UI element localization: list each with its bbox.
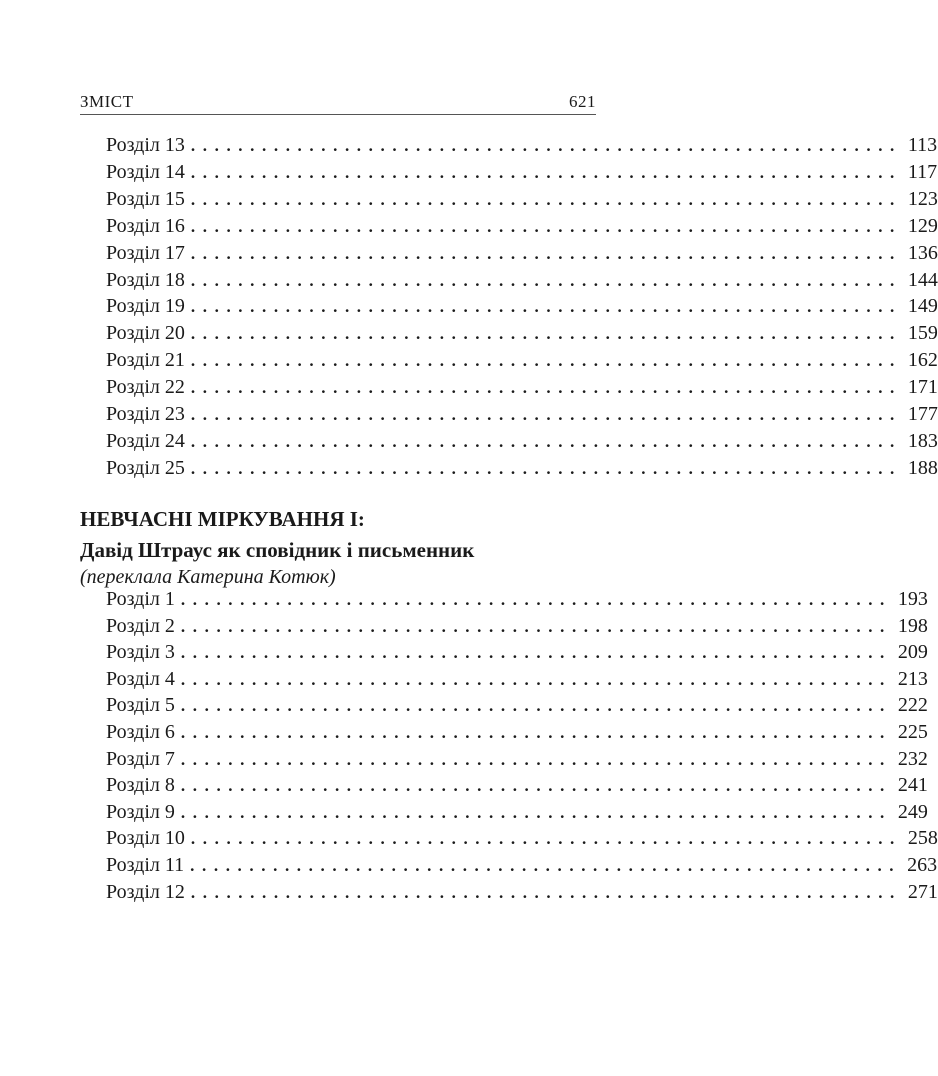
- running-header: [80, 82, 596, 112]
- toc-entry-label: Розділ 8: [106, 774, 175, 797]
- toc-entry-label: Розділ 20: [106, 322, 185, 345]
- toc-entry-label: Розділ 9: [106, 800, 175, 823]
- toc-leader-dots: ............................................................: [190, 270, 902, 290]
- toc-entry-page: 123: [907, 187, 938, 210]
- toc-entry: [106, 747, 928, 775]
- toc-leader-dots: ............................................................: [180, 776, 892, 796]
- header-rule: [80, 114, 596, 115]
- toc-entry-label: Розділ 13: [106, 134, 185, 156]
- section-translator: (переклала Катерина Котюк): [80, 566, 336, 588]
- toc-entry-label: Розділ 11: [106, 854, 185, 876]
- toc-entry: [106, 134, 938, 161]
- toc-entry: [106, 854, 938, 881]
- toc-entry-page: 249: [897, 800, 928, 823]
- toc-leader-dots: ............................................................: [190, 189, 902, 209]
- toc-leader-dots: ............................................................: [190, 431, 902, 451]
- toc-entry: [106, 456, 938, 484]
- toc-leader-dots: ............................................................: [190, 243, 902, 263]
- toc-entry-label: Розділ 15: [106, 187, 185, 210]
- toc-entry-page: 171: [907, 376, 938, 399]
- toc-entry: [106, 588, 928, 615]
- toc-entry-label: Розділ 14: [106, 160, 185, 183]
- toc-entry-label: Розділ 16: [106, 214, 185, 237]
- toc-leader-dots: ............................................................: [190, 136, 902, 155]
- section-title: НЕВЧАСНІ МІРКУВАННЯ І:: [80, 507, 365, 531]
- toc-entry: [106, 214, 938, 242]
- toc-leader-dots: ............................................................: [190, 216, 902, 236]
- toc-entry-label: Розділ 1: [106, 588, 175, 610]
- toc-leader-dots: ............................................................: [180, 749, 892, 769]
- toc-leader-dots: ............................................................: [180, 696, 892, 716]
- toc-entry-page: 213: [897, 667, 928, 690]
- toc-entry-label: Розділ 10: [106, 827, 185, 850]
- toc-entry-label: Розділ 25: [106, 456, 185, 479]
- toc-entry-label: Розділ 6: [106, 721, 175, 743]
- toc-entry: [106, 322, 938, 349]
- toc-leader-dots: ............................................................: [190, 458, 902, 478]
- toc-entry: [106, 774, 928, 801]
- toc-entry-label: Розділ 24: [106, 429, 185, 452]
- toc-entry: [106, 268, 938, 296]
- toc-entry-page: 188: [907, 456, 938, 479]
- toc-leader-dots: ............................................................: [180, 643, 892, 663]
- toc-entry-page: 225: [897, 721, 928, 743]
- toc-entry: [106, 800, 928, 828]
- toc-entry: [106, 241, 938, 269]
- toc-leader-dots: ............................................................: [180, 669, 892, 689]
- toc-entry-label: Розділ 2: [106, 614, 175, 637]
- toc-entry: [106, 349, 938, 376]
- toc-entry: [106, 160, 938, 188]
- toc-entry: [106, 403, 938, 430]
- toc-leader-dots: ............................................................: [190, 297, 902, 317]
- toc-entry: [106, 429, 938, 457]
- toc-entry-label: Розділ 23: [106, 403, 185, 425]
- toc-entry-page: 263: [907, 854, 938, 876]
- toc-entry-label: Розділ 19: [106, 295, 185, 318]
- toc-entry-label: Розділ 18: [106, 268, 185, 291]
- toc-entry-page: 177: [907, 403, 938, 425]
- toc-entry: [106, 614, 928, 642]
- toc-entry: [106, 667, 928, 695]
- toc-leader-dots: ............................................................: [190, 351, 902, 371]
- header-page-number: 621: [569, 92, 596, 111]
- toc-entry-page: 149: [907, 295, 938, 318]
- toc-leader-dots: ............................................................: [180, 723, 892, 742]
- toc-entry-page: 129: [907, 214, 938, 237]
- toc-leader-dots: ............................................................: [190, 829, 902, 849]
- toc-entry-page: 198: [897, 614, 928, 637]
- toc-entry-page: 241: [897, 774, 928, 797]
- toc-entry-page: 183: [907, 429, 938, 452]
- toc-leader-dots: ............................................................: [190, 324, 902, 344]
- toc-leader-dots: ............................................................: [180, 802, 892, 822]
- toc-entry: [106, 827, 938, 854]
- toc-entry: [106, 295, 938, 322]
- toc-entry-page: 209: [897, 641, 928, 664]
- toc-entry-label: Розділ 3: [106, 641, 175, 664]
- toc-entry-page: 193: [897, 588, 928, 610]
- toc-entry-page: 232: [897, 747, 928, 770]
- toc-entry-page: 113: [907, 134, 938, 156]
- toc-entry: [106, 187, 938, 215]
- toc-entry-label: Розділ 5: [106, 694, 175, 717]
- toc-entry-label: Розділ 22: [106, 376, 185, 399]
- toc-leader-dots: ............................................................: [180, 616, 892, 636]
- toc-entry-page: 271: [907, 880, 938, 903]
- toc-entry-label: Розділ 12: [106, 880, 185, 903]
- toc-entry: [106, 694, 928, 721]
- toc-entry: [106, 721, 928, 748]
- toc-entry-page: 162: [907, 349, 938, 372]
- toc-leader-dots: ............................................................: [190, 856, 902, 875]
- toc-entry-page: 144: [907, 268, 938, 291]
- toc-entry: [106, 641, 928, 668]
- toc-entry-label: Розділ 7: [106, 747, 175, 770]
- toc-leader-dots: ............................................................: [190, 162, 902, 182]
- toc-entry-label: Розділ 21: [106, 349, 185, 372]
- header-title: ЗМІСТ: [80, 92, 134, 111]
- toc-leader-dots: ............................................................: [190, 882, 902, 902]
- toc-entry-label: Розділ 17: [106, 241, 185, 264]
- section-subtitle: Давід Штраус як сповідник і письменник: [80, 538, 475, 562]
- toc-leader-dots: ............................................................: [190, 405, 902, 424]
- toc-leader-dots: ............................................................: [180, 590, 892, 609]
- toc-entry-page: 258: [907, 827, 938, 850]
- toc-entry-page: 222: [897, 694, 928, 717]
- toc-entry-page: 136: [907, 241, 938, 264]
- toc-entry-label: Розділ 4: [106, 667, 175, 690]
- toc-entry-page: 117: [907, 160, 938, 183]
- toc-entry-page: 159: [907, 322, 938, 345]
- toc-entry: [106, 880, 938, 908]
- toc-leader-dots: ............................................................: [190, 378, 902, 398]
- toc-entry: [106, 376, 938, 403]
